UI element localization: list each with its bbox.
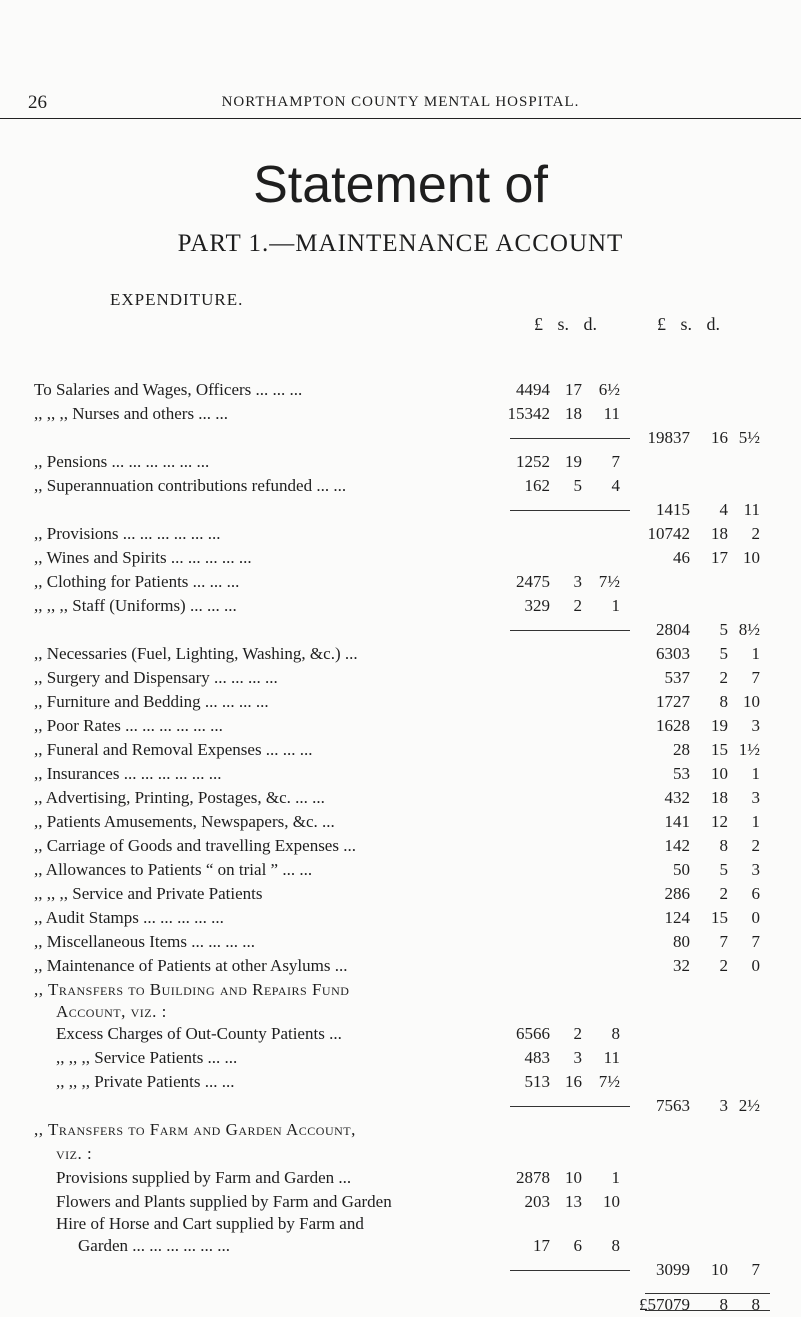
shillings-cell: 16 bbox=[565, 1072, 582, 1091]
subtotal-pence-cell: 7 bbox=[751, 932, 760, 951]
ledger-row bbox=[0, 450, 801, 474]
subtotal-shillings-cell: 18 bbox=[711, 788, 728, 807]
row-label: ,, Transfers to Farm and Garden Account, bbox=[34, 1120, 356, 1139]
row-label: ,, Clothing for Patients ... ... ... bbox=[34, 572, 240, 591]
shillings-cell: 10 bbox=[565, 1168, 582, 1187]
ledger-heading-row bbox=[0, 1142, 801, 1166]
shillings-cell: 19 bbox=[565, 452, 582, 471]
subtotal-pounds-cell: 28 bbox=[673, 740, 690, 759]
total-shillings: 8 bbox=[719, 1295, 728, 1314]
row-label: ,, Provisions ... ... ... ... ... ... bbox=[34, 524, 221, 543]
subtotal-pence-cell: 3 bbox=[751, 716, 760, 735]
subtotal-pounds-cell: 1415 bbox=[656, 500, 690, 519]
ledger-row bbox=[0, 954, 801, 978]
row-label: ,, Surgery and Dispensary ... ... ... ... bbox=[34, 668, 278, 687]
subtotal-pence-cell: 1½ bbox=[738, 740, 760, 759]
shillings-cell: 2 bbox=[573, 1024, 582, 1043]
ledger-row bbox=[0, 1258, 801, 1282]
row-label: Account, viz. : bbox=[56, 1002, 167, 1021]
pounds-cell: 483 bbox=[524, 1048, 550, 1067]
subtotal-pounds-cell: 537 bbox=[664, 668, 690, 687]
subtotal-pence-cell: 2 bbox=[751, 524, 760, 543]
ledger-row bbox=[0, 1166, 801, 1190]
subtotal-rule bbox=[510, 630, 630, 631]
pence-cell: 7½ bbox=[598, 572, 620, 591]
subtotal-pounds-cell: 80 bbox=[673, 932, 690, 951]
subtotal-pence-cell: 1 bbox=[751, 644, 760, 663]
row-label: ,, Transfers to Building and Repairs Fund bbox=[34, 980, 350, 999]
subtotal-shillings-cell: 8 bbox=[719, 836, 728, 855]
subtotal-pounds-cell: 32 bbox=[673, 956, 690, 975]
pounds-cell: 4494 bbox=[516, 380, 550, 399]
subtotal-rule bbox=[510, 510, 630, 511]
row-label: Hire of Horse and Cart supplied by Farm and bbox=[56, 1214, 364, 1233]
header-rule bbox=[0, 118, 801, 119]
row-label: ,, Pensions ... ... ... ... ... ... bbox=[34, 452, 210, 471]
ledger-row bbox=[0, 546, 801, 570]
ledger-row bbox=[0, 714, 801, 738]
ledger-row bbox=[0, 690, 801, 714]
running-head: NORTHAMPTON COUNTY MENTAL HOSPITAL. bbox=[221, 94, 580, 110]
subtotal-pence-cell: 2½ bbox=[738, 1096, 760, 1115]
subtotal-pence-cell: 10 bbox=[743, 548, 760, 567]
pence-cell: 1 bbox=[611, 1168, 620, 1187]
ledger-heading-row bbox=[0, 978, 801, 1002]
subtotal-shillings-cell: 2 bbox=[719, 668, 728, 687]
row-label: ,, Wines and Spirits ... ... ... ... ... bbox=[34, 548, 252, 567]
column-heading-outer: £ s. d. bbox=[657, 314, 721, 334]
subtotal-shillings-cell: 8 bbox=[719, 692, 728, 711]
section-heading: EXPENDITURE. bbox=[110, 290, 244, 309]
shillings-cell: 18 bbox=[565, 404, 582, 423]
pounds-cell: 162 bbox=[524, 476, 550, 495]
subtotal-shillings-cell: 10 bbox=[711, 764, 728, 783]
subtotal-pounds-cell: 1727 bbox=[656, 692, 690, 711]
ledger-row bbox=[0, 1046, 801, 1070]
pounds-cell: 6566 bbox=[516, 1024, 550, 1043]
row-label: ,, ,, ,, Staff (Uniforms) ... ... ... bbox=[34, 596, 237, 615]
page-number: 26 bbox=[28, 92, 47, 113]
pounds-cell: 17 bbox=[533, 1236, 550, 1255]
ledger-heading-row bbox=[0, 1118, 801, 1142]
subtotal-pence-cell: 11 bbox=[743, 500, 760, 519]
subtotal-rule bbox=[510, 438, 630, 439]
ledger-row bbox=[0, 1190, 801, 1214]
pence-cell: 11 bbox=[603, 1048, 620, 1067]
row-label: To Salaries and Wages, Officers ... ... ... bbox=[34, 380, 303, 399]
shillings-cell: 5 bbox=[573, 476, 582, 495]
ledger-row bbox=[0, 786, 801, 810]
subtotal-pounds-cell: 124 bbox=[664, 908, 690, 927]
subtotal-pence-cell: 7 bbox=[751, 1260, 760, 1279]
shillings-cell: 6 bbox=[573, 1236, 582, 1255]
row-label: viz. : bbox=[56, 1144, 93, 1163]
row-label: ,, Superannuation contributions refunded ... ... bbox=[34, 476, 347, 495]
subtotal-rule bbox=[510, 1270, 630, 1271]
shillings-cell: 13 bbox=[565, 1192, 582, 1211]
subtotal-pence-cell: 6 bbox=[751, 884, 760, 903]
ledger-heading-row bbox=[0, 1000, 801, 1024]
subtotal-pounds-cell: 50 bbox=[673, 860, 690, 879]
row-label: Flowers and Plants supplied by Farm and Garden bbox=[56, 1192, 392, 1211]
subtotal-pounds-cell: 3099 bbox=[656, 1260, 690, 1279]
subtotal-shillings-cell: 15 bbox=[711, 908, 728, 927]
row-label: ,, ,, ,, Service Patients ... ... bbox=[56, 1048, 238, 1067]
subtotal-pounds-cell: 141 bbox=[664, 812, 690, 831]
row-label: ,, Carriage of Goods and travelling Expenses ... bbox=[34, 836, 356, 855]
subtotal-pounds-cell: 142 bbox=[664, 836, 690, 855]
subtotal-shillings-cell: 19 bbox=[711, 716, 728, 735]
column-heading-inner: £ s. d. bbox=[534, 314, 598, 334]
ledger-row bbox=[0, 594, 801, 618]
subtotal-pence-cell: 3 bbox=[751, 788, 760, 807]
ledger-row bbox=[0, 426, 801, 450]
shillings-cell: 3 bbox=[573, 1048, 582, 1067]
subtotal-pounds-cell: 19837 bbox=[647, 428, 690, 447]
pence-cell: 11 bbox=[603, 404, 620, 423]
subtotal-shillings-cell: 18 bbox=[711, 524, 728, 543]
ledger-row bbox=[0, 522, 801, 546]
row-label: Garden ... ... ... ... ... ... bbox=[78, 1236, 231, 1255]
pence-cell: 8 bbox=[611, 1236, 620, 1255]
ledger-row bbox=[0, 1070, 801, 1094]
subtotal-pounds-cell: 286 bbox=[664, 884, 690, 903]
subtotal-shillings-cell: 5 bbox=[719, 620, 728, 639]
row-label: ,, Allowances to Patients “ on trial ” ... ... bbox=[34, 860, 313, 879]
ledger-row bbox=[0, 618, 801, 642]
subtotal-shillings-cell: 3 bbox=[719, 1096, 728, 1115]
subtotal-shillings-cell: 15 bbox=[711, 740, 728, 759]
row-label: ,, Maintenance of Patients at other Asylums ... bbox=[34, 956, 348, 975]
subtotal-pence-cell: 1 bbox=[751, 764, 760, 783]
row-label: ,, ,, ,, Service and Private Patients bbox=[34, 884, 263, 903]
subtotal-pence-cell: 8½ bbox=[738, 620, 760, 639]
ledger-row bbox=[0, 834, 801, 858]
ledger-row bbox=[0, 1234, 801, 1258]
subtotal-pounds-cell: 432 bbox=[664, 788, 690, 807]
subtotal-shillings-cell: 2 bbox=[719, 884, 728, 903]
subtotal-pounds-cell: 53 bbox=[673, 764, 690, 783]
ledger-row bbox=[0, 762, 801, 786]
row-label: ,, Miscellaneous Items ... ... ... ... bbox=[34, 932, 255, 951]
pounds-cell: 2878 bbox=[516, 1168, 550, 1187]
pence-cell: 6½ bbox=[598, 380, 620, 399]
pounds-cell: 203 bbox=[524, 1192, 550, 1211]
pounds-cell: 2475 bbox=[516, 572, 550, 591]
subtotal-pence-cell: 2 bbox=[751, 836, 760, 855]
pence-cell: 1 bbox=[611, 596, 620, 615]
ledger-row bbox=[0, 666, 801, 690]
row-label: ,, Advertising, Printing, Postages, &c. ... ... bbox=[34, 788, 325, 807]
ledger-row bbox=[0, 810, 801, 834]
pence-cell: 8 bbox=[611, 1024, 620, 1043]
row-label: ,, Audit Stamps ... ... ... ... ... bbox=[34, 908, 224, 927]
row-label: ,, Necessaries (Fuel, Lighting, Washing, &c.) ... bbox=[34, 644, 358, 663]
ledger-row bbox=[0, 882, 801, 906]
subtotal-pounds-cell: 6303 bbox=[656, 644, 690, 663]
row-label: ,, Insurances ... ... ... ... ... ... bbox=[34, 764, 222, 783]
statement-title: Statement of bbox=[253, 156, 548, 214]
subtotal-pence-cell: 5½ bbox=[738, 428, 760, 447]
pounds-cell: 329 bbox=[524, 596, 550, 615]
ledger-row bbox=[0, 474, 801, 498]
ledger-row bbox=[0, 498, 801, 522]
subtotal-shillings-cell: 7 bbox=[719, 932, 728, 951]
subtotal-shillings-cell: 16 bbox=[711, 428, 728, 447]
total-rule-bottom bbox=[645, 1310, 770, 1311]
ledger-row bbox=[0, 378, 801, 402]
row-label: ,, Funeral and Removal Expenses ... ... ... bbox=[34, 740, 313, 759]
subtotal-rule bbox=[510, 1106, 630, 1107]
row-label: Excess Charges of Out-County Patients ... bbox=[56, 1024, 342, 1043]
subtotal-pence-cell: 7 bbox=[751, 668, 760, 687]
subtotal-pence-cell: 3 bbox=[751, 860, 760, 879]
pounds-cell: 513 bbox=[524, 1072, 550, 1091]
subtotal-shillings-cell: 5 bbox=[719, 860, 728, 879]
subtotal-pounds-cell: 1628 bbox=[656, 716, 690, 735]
subtotal-pence-cell: 0 bbox=[751, 956, 760, 975]
part-title: PART 1.—MAINTENANCE ACCOUNT bbox=[177, 230, 624, 257]
total-pounds: £57079 bbox=[639, 1295, 690, 1314]
pence-cell: 10 bbox=[603, 1192, 620, 1211]
ledger-row bbox=[0, 1094, 801, 1118]
ledger-row bbox=[0, 906, 801, 930]
ledger-row bbox=[0, 738, 801, 762]
subtotal-pence-cell: 0 bbox=[751, 908, 760, 927]
shillings-cell: 2 bbox=[573, 596, 582, 615]
subtotal-shillings-cell: 2 bbox=[719, 956, 728, 975]
subtotal-pounds-cell: 7563 bbox=[656, 1096, 690, 1115]
ledger-row bbox=[0, 642, 801, 666]
row-label: ,, ,, ,, Private Patients ... ... bbox=[56, 1072, 235, 1091]
shillings-cell: 3 bbox=[573, 572, 582, 591]
pounds-cell: 15342 bbox=[507, 404, 550, 423]
subtotal-shillings-cell: 10 bbox=[711, 1260, 728, 1279]
ledger-row bbox=[0, 930, 801, 954]
subtotal-shillings-cell: 4 bbox=[719, 500, 728, 519]
ledger-row bbox=[0, 570, 801, 594]
total-rule-top bbox=[645, 1293, 770, 1294]
grand-total-row bbox=[0, 1293, 801, 1317]
ledger-row bbox=[0, 858, 801, 882]
subtotal-shillings-cell: 12 bbox=[711, 812, 728, 831]
subtotal-pounds-cell: 10742 bbox=[647, 524, 690, 543]
ledger-row bbox=[0, 1022, 801, 1046]
ledger-row bbox=[0, 402, 801, 426]
row-label: ,, Patients Amusements, Newspapers, &c. ... bbox=[34, 812, 335, 831]
pounds-cell: 1252 bbox=[516, 452, 550, 471]
subtotal-shillings-cell: 17 bbox=[711, 548, 728, 567]
row-label: ,, ,, ,, Nurses and others ... ... bbox=[34, 404, 229, 423]
subtotal-pounds-cell: 2804 bbox=[656, 620, 690, 639]
subtotal-shillings-cell: 5 bbox=[719, 644, 728, 663]
ledger-heading-row bbox=[0, 1212, 801, 1236]
subtotal-pence-cell: 1 bbox=[751, 812, 760, 831]
row-label: ,, Poor Rates ... ... ... ... ... ... bbox=[34, 716, 223, 735]
shillings-cell: 17 bbox=[565, 380, 582, 399]
subtotal-pence-cell: 10 bbox=[743, 692, 760, 711]
pence-cell: 7 bbox=[611, 452, 620, 471]
subtotal-pounds-cell: 46 bbox=[673, 548, 690, 567]
row-label: ,, Furniture and Bedding ... ... ... ... bbox=[34, 692, 269, 711]
pence-cell: 7½ bbox=[598, 1072, 620, 1091]
pence-cell: 4 bbox=[611, 476, 620, 495]
row-label: Provisions supplied by Farm and Garden ... bbox=[56, 1168, 352, 1187]
total-pence: 8 bbox=[751, 1295, 760, 1314]
